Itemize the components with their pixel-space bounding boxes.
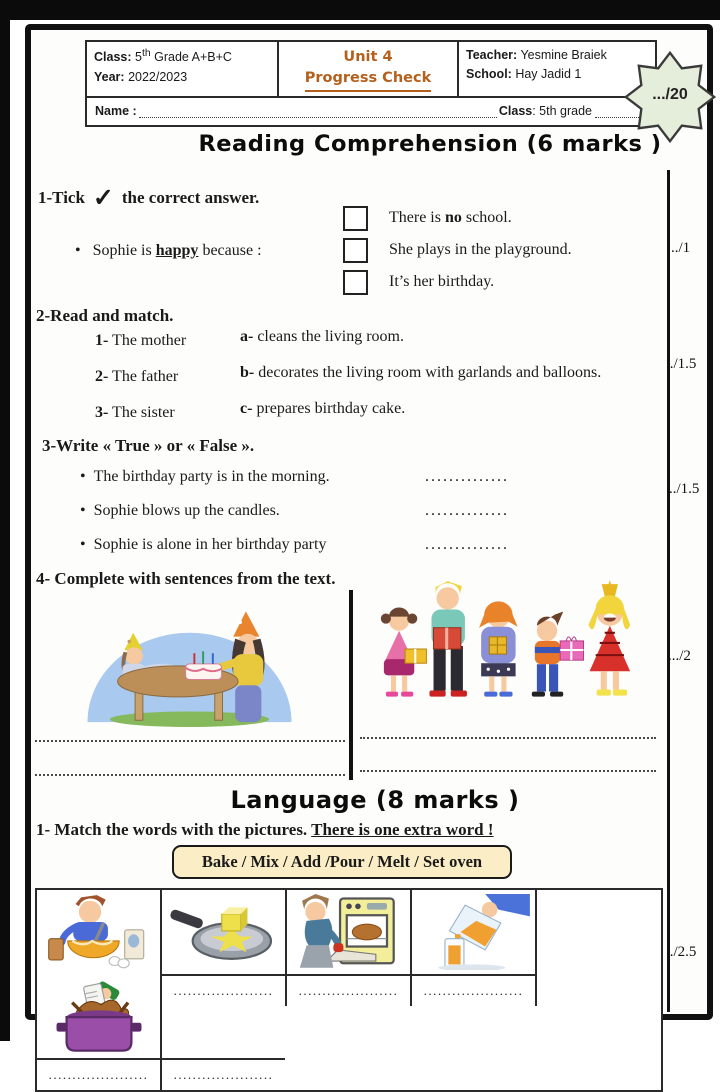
match-answer-line-1[interactable]: .....................: [162, 974, 287, 1006]
q3-item-1: [80, 468, 330, 486]
boy-mixing-bowl-illustration: [37, 890, 162, 974]
q4-writing-line-right-1[interactable]: [360, 733, 656, 739]
q1-stem-post: because :: [198, 242, 262, 259]
name-row: [87, 98, 655, 125]
q2-right-b-text: decorates the living room with garlands and balloons.: [254, 364, 602, 381]
year-label: Year:: [94, 69, 125, 84]
q4-writing-line-left-1[interactable]: [35, 736, 345, 742]
q4-writing-line-right-2[interactable]: [360, 766, 656, 772]
q1-option-1-label: [389, 209, 512, 226]
school-line: [466, 65, 648, 84]
q2-right-c-letter: c-: [240, 400, 253, 417]
q1-opt2-pre: She plays in the playground.: [389, 241, 572, 259]
teacher-line: [466, 46, 648, 65]
q3-answer-line-3[interactable]: ..............: [425, 536, 509, 553]
q2-right-item-a: [240, 328, 660, 346]
q2-left-item-3: [95, 404, 175, 422]
q3-heading: 3-Write « True » or « False ».: [42, 436, 255, 455]
match-answer-line-5[interactable]: .....................: [162, 1058, 285, 1090]
q1-option-3: [343, 270, 494, 295]
lang-q1-warning: There is one extra word !: [311, 820, 494, 839]
school-value: Hay Jadid 1: [515, 67, 582, 82]
q3-item-2-text: Sophie blows up the candles.: [93, 502, 280, 519]
exam-header-table: [85, 40, 657, 127]
q1-opt1-post: school.: [461, 209, 512, 227]
q2-left-1-num: 1-: [95, 332, 109, 349]
class-label: Class:: [94, 50, 132, 65]
photo-edge-left: [0, 0, 10, 1041]
q1-stem: [75, 242, 262, 260]
score-field-lang-q1: ../2.5: [666, 944, 697, 960]
lang-q1-instruction: 1- Match the words with the pictures.: [36, 820, 312, 839]
children-with-presents-illustration: [368, 572, 648, 729]
language-section-title: Language (8 marks ): [230, 786, 520, 814]
match-answer-line-4[interactable]: .....................: [37, 1058, 162, 1090]
q1-number: 1-Tick: [38, 188, 85, 207]
class-value-sup: th: [141, 48, 151, 59]
q3-item-3: [80, 536, 326, 554]
q1-stem-pre: Sophie is: [92, 242, 156, 259]
score-margin-line: [667, 170, 670, 1012]
total-score-badge: [622, 50, 718, 144]
teacher-value: Yesmine Braiek: [520, 48, 607, 62]
q2-left-3-text: The sister: [108, 404, 175, 421]
butter-melting-in-pan-illustration: [162, 890, 287, 974]
name-class-value: : 5th grade: [532, 104, 592, 119]
bullet-icon: •: [80, 536, 86, 553]
class-value-rest: Grade A+B+C: [150, 50, 232, 65]
q3-item-3-text: Sophie is alone in her birthday party: [93, 536, 327, 553]
school-label: School:: [466, 67, 512, 82]
header-row-info: [87, 42, 655, 98]
q2-left-2-num: 2-: [95, 368, 109, 385]
pouring-juice-into-glass-illustration: [412, 890, 537, 974]
word-bank-box: Bake / Mix / Add /Pour / Melt / Set oven: [172, 845, 512, 879]
q2-left-1-text: The mother: [108, 332, 187, 349]
teacher-label: Teacher:: [466, 48, 518, 62]
q1-heading: [38, 180, 259, 210]
q2-left-item-2: [95, 368, 178, 386]
q1-opt1-bold: no: [444, 209, 462, 227]
name-label: Name :: [95, 104, 137, 119]
photo-edge-top: [0, 0, 720, 20]
woman-baking-in-oven-illustration: [287, 890, 412, 974]
q2-heading: 2-Read and match.: [36, 306, 174, 325]
year-line: [94, 68, 270, 87]
answer-checkbox-1[interactable]: [343, 206, 368, 231]
answer-checkbox-2[interactable]: [343, 238, 368, 263]
q2-right-a-text: cleans the living room.: [253, 328, 404, 345]
unit-subtitle: Progress Check: [305, 68, 431, 92]
q3-answer-line-2[interactable]: ..............: [425, 502, 509, 519]
q3-answer-line-1[interactable]: ..............: [425, 468, 509, 485]
tick-mark-icon: ✓: [92, 185, 114, 212]
unit-title-cell: [279, 42, 457, 96]
score-field-q1: ../1: [671, 240, 691, 256]
q2-right-item-c: [240, 400, 660, 418]
bullet-icon: •: [80, 468, 86, 485]
score-field-q3: ../1.5: [669, 481, 700, 497]
q2-right-item-b: [240, 364, 660, 382]
q1-option-2-label: [389, 241, 572, 258]
q4-writing-line-left-2[interactable]: [35, 770, 345, 776]
birthday-cake-table-scene-illustration: [72, 592, 307, 733]
q3-item-2: [80, 502, 280, 520]
score-field-q2: ../1.5: [666, 356, 697, 372]
q1-option-2: [343, 238, 572, 263]
q1-opt3-pre: It’s her birthday.: [389, 273, 495, 291]
name-class-label: Class: [498, 104, 533, 119]
q1-instruction: the correct answer.: [121, 188, 260, 207]
match-pictures-table: [35, 888, 663, 1092]
q2-right-a-letter: a-: [240, 328, 254, 345]
answer-checkbox-3[interactable]: [343, 270, 368, 295]
total-score-value: .../20: [652, 86, 688, 103]
q2-right-c-text: prepares birthday cake.: [252, 400, 406, 417]
q2-right-b-letter: b-: [240, 364, 255, 381]
q4-heading: 4- Complete with sentences from the text.: [36, 569, 336, 588]
reading-section-title: Reading Comprehension (6 marks ): [198, 131, 662, 157]
match-answer-line-3[interactable]: .....................: [412, 974, 537, 1006]
class-value: 5: [135, 50, 142, 65]
q2-left-3-num: 3-: [95, 404, 109, 421]
q4-picture-divider: [349, 590, 353, 780]
match-answer-line-2[interactable]: .....................: [287, 974, 412, 1006]
q1-option-1: [343, 206, 512, 231]
name-fill-in-line[interactable]: [139, 106, 497, 118]
class-line: [94, 46, 270, 68]
score-field-q4: .../2: [668, 648, 691, 664]
adding-food-to-pot-illustration: [37, 974, 162, 1058]
q3-item-1-text: The birthday party is in the morning.: [93, 468, 330, 485]
bullet-icon: •: [75, 242, 81, 259]
class-year-cell: [87, 42, 279, 96]
bullet-icon: •: [80, 502, 86, 519]
q2-left-2-text: The father: [108, 368, 179, 385]
lang-q1-heading: [36, 820, 656, 840]
q1-stem-keyword: happy: [155, 242, 199, 259]
q1-opt1-pre: There is: [389, 209, 445, 227]
q1-option-3-label: [389, 273, 494, 290]
unit-title: Unit 4: [343, 49, 393, 65]
year-value: 2022/2023: [128, 69, 188, 84]
q2-left-item-1: [95, 332, 186, 350]
